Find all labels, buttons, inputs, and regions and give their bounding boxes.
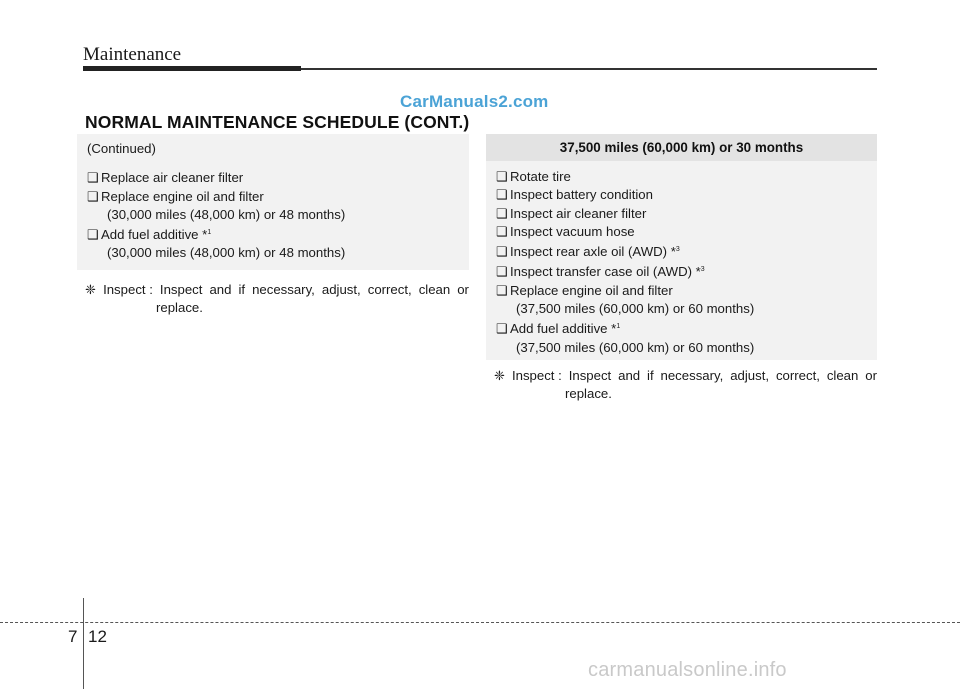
note-label: Inspect : (511, 368, 562, 383)
item-text: Replace engine oil and filter (510, 282, 673, 298)
note-word: and (209, 282, 232, 297)
note-symbol-icon: ❈ (494, 368, 506, 383)
note-word: or (865, 368, 877, 383)
list-item (87, 188, 459, 206)
note-word: clean (826, 368, 859, 383)
footer-divider (83, 598, 84, 689)
header-rule-thick (83, 66, 301, 71)
checkbox-icon: ❑ (496, 187, 508, 203)
item-detail: (30,000 miles (48,000 km) or 48 months) (107, 206, 346, 222)
footnote-ref: 1 (207, 229, 212, 237)
list-item (496, 318, 867, 338)
item-detail: (37,500 miles (60,000 km) or 60 months) (516, 301, 755, 317)
watermark-top: CarManuals2.com (400, 92, 549, 111)
interval-header: 37,500 miles (60,000 km) or 30 months (486, 134, 877, 161)
list-item (496, 186, 867, 204)
note-word: if (238, 282, 246, 297)
checkbox-icon: ❑ (496, 321, 508, 337)
item-detail: (30,000 miles (48,000 km) or 48 months) (107, 245, 346, 261)
note-word: adjust, (730, 368, 770, 383)
note-word: if (647, 368, 654, 383)
note-line-2: replace. (565, 386, 612, 402)
left-schedule-box (77, 134, 469, 270)
list-item (87, 224, 459, 244)
item-detail: (37,500 miles (60,000 km) or 60 months) (516, 339, 755, 355)
list-item (496, 168, 867, 186)
footnote-ref: 1 (616, 323, 621, 331)
item-text: Inspect rear axle oil (AWD) * (510, 244, 676, 260)
checkbox-icon: ❑ (87, 227, 99, 243)
checkbox-icon: ❑ (87, 170, 99, 186)
footnote-ref: 3 (675, 246, 680, 254)
note-word: necessary, (660, 368, 724, 383)
note-word: necessary, (252, 282, 315, 297)
checkbox-icon: ❑ (496, 282, 508, 298)
list-item (87, 169, 459, 187)
item-text: Add fuel additive * (510, 321, 617, 337)
item-text: Rotate tire (510, 169, 571, 184)
checkbox-icon: ❑ (496, 205, 508, 221)
note-line-2: replace. (156, 300, 203, 316)
page-number: 12 (88, 627, 107, 646)
list-item (496, 241, 867, 261)
item-text: Add fuel additive * (101, 227, 208, 243)
list-item (496, 282, 867, 300)
item-text: Replace engine oil and filter (101, 188, 264, 204)
section-title: NORMAL MAINTENANCE SCHEDULE (CONT.) (85, 112, 470, 132)
checkbox-icon: ❑ (496, 264, 508, 280)
note-word: correct, (775, 368, 820, 383)
note-word: Inspect (159, 282, 203, 297)
list-item (496, 261, 867, 281)
page-header-title: Maintenance (83, 44, 182, 65)
right-schedule-box (486, 134, 877, 360)
header-rule-thin (301, 68, 877, 70)
item-text: Inspect battery condition (510, 187, 653, 203)
item-text: Inspect air cleaner filter (510, 205, 647, 221)
checkbox-icon: ❑ (496, 169, 508, 184)
footnote-ref: 3 (700, 266, 705, 274)
checkbox-icon: ❑ (496, 244, 508, 260)
inspect-note-left (85, 281, 469, 318)
continued-label: (Continued) (87, 141, 156, 156)
item-text: Inspect transfer case oil (AWD) * (510, 264, 701, 280)
item-text: Replace air cleaner filter (101, 170, 244, 186)
note-word: and (618, 368, 641, 383)
inspect-note-right (494, 367, 877, 404)
item-text: Inspect vacuum hose (510, 223, 635, 239)
note-symbol-icon: ❈ (85, 282, 97, 297)
chapter-number: 7 (68, 627, 78, 646)
watermark-bottom: carmanualsonline.info (588, 659, 787, 681)
note-word: clean (418, 282, 451, 297)
note-word: or (457, 282, 469, 297)
list-item (496, 205, 867, 223)
checkbox-icon: ❑ (496, 223, 508, 239)
list-item (496, 223, 867, 241)
note-word: correct, (367, 282, 412, 297)
footer-dashed-rule (0, 622, 960, 623)
note-label: Inspect : (103, 282, 153, 297)
checkbox-icon: ❑ (87, 188, 99, 204)
note-word: adjust, (321, 282, 361, 297)
note-word: Inspect (568, 368, 612, 383)
